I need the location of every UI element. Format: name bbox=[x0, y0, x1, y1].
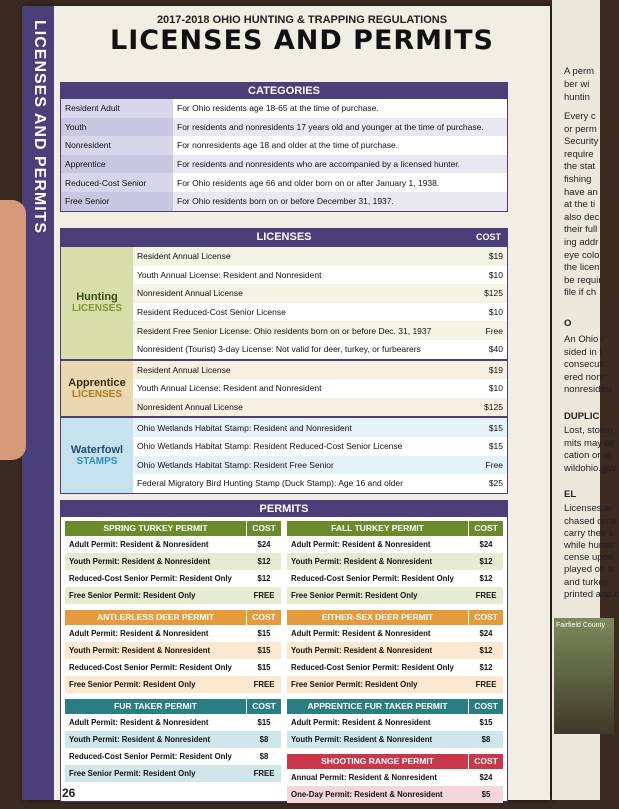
permit-header bbox=[65, 699, 281, 714]
license-name: Nonresident Annual License bbox=[133, 284, 465, 303]
permit-cost: $12 bbox=[479, 574, 493, 583]
license-row bbox=[133, 398, 507, 417]
permit-name: Youth Permit: Resident & Nonresident bbox=[69, 646, 211, 655]
permit-cost: FREE bbox=[475, 591, 497, 600]
permit-cost: $12 bbox=[257, 574, 271, 583]
permit-cost-header: COST bbox=[468, 754, 503, 769]
permit-name: Youth Permit: Resident & Nonresident bbox=[291, 646, 433, 655]
fur-taker-permit bbox=[65, 699, 281, 782]
facing-page-text: nonresiden bbox=[564, 384, 612, 396]
licenses-cost-header: COST bbox=[475, 232, 501, 242]
permit-cost: $12 bbox=[257, 557, 271, 566]
permit-name: Adult Permit: Resident & Nonresident bbox=[69, 718, 209, 727]
category-description: For Ohio residents age 66 and older born on or after January 1, 1938. bbox=[177, 177, 440, 188]
facing-page-text: chased on a bbox=[564, 515, 616, 527]
permit-row bbox=[287, 642, 503, 659]
permit-row bbox=[287, 676, 503, 693]
license-cost: $19 bbox=[465, 247, 507, 266]
permit-name: Reduced-Cost Senior Permit: Resident Only bbox=[69, 574, 232, 583]
license-row bbox=[133, 284, 507, 303]
license-row bbox=[133, 437, 507, 456]
facing-page-text: carry their li bbox=[564, 527, 614, 539]
fall-turkey-permit bbox=[287, 521, 503, 604]
permit-cost: $15 bbox=[257, 646, 271, 655]
permit-title: FALL TURKEY PERMIT bbox=[331, 523, 424, 533]
page-header bbox=[62, 14, 542, 56]
permit-cost: $24 bbox=[479, 540, 493, 549]
permit-cost: FREE bbox=[253, 591, 275, 600]
permit-name: Reduced-Cost Senior Permit: Resident Only bbox=[291, 663, 454, 672]
license-name: Resident Free Senior License: Ohio residents born on or before Dec. 31, 1937 bbox=[133, 321, 465, 340]
permit-name: Youth Permit: Resident & Nonresident bbox=[291, 557, 433, 566]
facing-page-text: Lost, stolen bbox=[564, 425, 613, 436]
permit-cost-header: COST bbox=[468, 610, 503, 625]
categories-table bbox=[60, 82, 508, 212]
apprentice-fur-taker-permit bbox=[287, 699, 503, 748]
facing-page-text: wildohio.gov bbox=[564, 462, 617, 474]
permit-cost: $15 bbox=[257, 718, 271, 727]
permit-cost: $15 bbox=[479, 718, 493, 727]
license-cost: $10 bbox=[488, 307, 503, 318]
permit-cost: $15 bbox=[257, 629, 271, 638]
permit-title: APPRENTICE FUR TAKER PERMIT bbox=[307, 701, 448, 711]
facing-page-text: A perm bbox=[564, 66, 595, 77]
permit-cost-header: COST bbox=[468, 521, 503, 536]
licenses-heading-text: LICENSES bbox=[256, 231, 312, 243]
permit-cost: $15 bbox=[257, 663, 271, 672]
facing-page-text: their full bbox=[564, 224, 598, 236]
permit-cost-header: COST bbox=[246, 521, 281, 536]
permit-name: Adult Permit: Resident & Nonresident bbox=[291, 540, 431, 549]
permit-row bbox=[287, 553, 503, 570]
license-cost: $15 bbox=[488, 441, 503, 452]
facing-page-text: cense upon bbox=[564, 552, 614, 564]
waterfowl-sublabel: STAMPS bbox=[76, 456, 118, 468]
permit-name: One-Day Permit: Resident & Nonresident bbox=[291, 790, 443, 799]
license-cost: Free bbox=[465, 456, 507, 475]
permit-row bbox=[65, 553, 281, 570]
apprentice-licenses-group bbox=[61, 359, 507, 417]
license-cost: $15 bbox=[465, 418, 507, 437]
permit-title: ANTLERLESS DEER PERMIT bbox=[96, 612, 215, 622]
license-name: Youth Annual License: Resident and Nonresident bbox=[137, 269, 322, 280]
license-row bbox=[133, 247, 507, 266]
waterfowl-stamps-group bbox=[61, 416, 507, 492]
page-subtitle: 2017-2018 OHIO HUNTING & TRAPPING REGULATIONS bbox=[156, 14, 448, 26]
category-label: Free Senior bbox=[61, 192, 173, 211]
apprentice-sublabel: LICENSES bbox=[71, 388, 122, 400]
permit-title: SPRING TURKEY PERMIT bbox=[103, 523, 208, 533]
permit-row bbox=[287, 625, 503, 642]
apprentice-group-label bbox=[61, 361, 133, 417]
license-cost: $125 bbox=[465, 284, 507, 303]
license-cost: Free bbox=[465, 321, 507, 340]
facing-page-text: ing addr bbox=[564, 237, 599, 248]
permit-cost: FREE bbox=[475, 680, 497, 689]
hunting-label: Hunting bbox=[76, 291, 118, 304]
license-row bbox=[133, 340, 507, 359]
license-name: Ohio Wetlands Habitat Stamp: Resident and Nonresident bbox=[133, 418, 465, 437]
permit-cost-header: COST bbox=[468, 699, 503, 714]
facing-page-text: also dec bbox=[564, 211, 600, 223]
permit-cost: $8 bbox=[259, 735, 269, 744]
licenses-table bbox=[60, 228, 508, 494]
permit-row bbox=[65, 714, 281, 731]
facing-page-text: have an bbox=[564, 186, 598, 198]
sidebar-label: LICENSES AND PERMITS bbox=[31, 20, 48, 235]
section-sidebar bbox=[22, 6, 54, 800]
hunting-licenses-group bbox=[61, 245, 507, 359]
category-label: Resident Adult bbox=[61, 99, 173, 118]
category-label: Apprentice bbox=[61, 155, 173, 174]
permit-name: Adult Permit: Resident & Nonresident bbox=[291, 629, 431, 638]
permit-row bbox=[65, 748, 281, 765]
facing-page-text: cation or at bbox=[564, 450, 611, 462]
facing-page-text: Security bbox=[564, 136, 599, 148]
categories-rows bbox=[61, 99, 507, 211]
licenses-heading bbox=[61, 229, 507, 245]
hunting-sublabel: LICENSES bbox=[71, 303, 122, 315]
permit-name: Annual Permit: Resident & Nonresident bbox=[291, 773, 437, 782]
category-description: For residents and nonresidents who are accompanied by a licensed hunter. bbox=[173, 155, 507, 174]
permit-cost: $8 bbox=[481, 735, 491, 744]
permit-row bbox=[287, 536, 503, 553]
permit-header bbox=[65, 521, 281, 536]
facing-page-text: played on a bbox=[564, 564, 614, 576]
regulations-page bbox=[22, 6, 550, 800]
waterfowl-group-label bbox=[61, 418, 133, 492]
license-cost: $19 bbox=[465, 361, 507, 380]
permits-section bbox=[60, 500, 508, 802]
page-number: 26 bbox=[62, 786, 76, 800]
permit-cost: $24 bbox=[479, 773, 493, 782]
permit-row bbox=[65, 765, 281, 782]
category-row bbox=[61, 99, 507, 118]
license-row bbox=[133, 321, 507, 340]
permit-name: Adult Permit: Resident & Nonresident bbox=[291, 718, 431, 727]
permit-cost: $24 bbox=[257, 540, 271, 549]
category-row bbox=[61, 173, 507, 192]
license-name: Resident Annual License bbox=[133, 247, 465, 266]
license-row bbox=[133, 379, 507, 398]
permit-row bbox=[65, 731, 281, 748]
permit-row bbox=[287, 731, 503, 748]
permit-row bbox=[65, 536, 281, 553]
permit-cost: $24 bbox=[479, 629, 493, 638]
permit-row bbox=[65, 625, 281, 642]
permit-row bbox=[287, 769, 503, 786]
license-cost: $10 bbox=[488, 383, 503, 394]
permit-title: SHOOTING RANGE PERMIT bbox=[321, 756, 434, 766]
permit-cost: $8 bbox=[259, 752, 269, 761]
license-cost: $40 bbox=[488, 344, 503, 355]
facing-page-text: Licenses ar bbox=[564, 503, 613, 515]
permit-name: Youth Permit: Resident & Nonresident bbox=[291, 735, 433, 744]
thumb bbox=[0, 200, 26, 460]
category-row bbox=[61, 155, 507, 174]
photo-caption: Fairfield County bbox=[556, 622, 606, 629]
license-name: Federal Migratory Bird Hunting Stamp (Duck Stamp): Age 16 and older bbox=[137, 478, 403, 489]
permit-name: Reduced-Cost Senior Permit: Resident Only bbox=[291, 574, 454, 583]
license-row bbox=[133, 303, 507, 322]
permit-name: Youth Permit: Resident & Nonresident bbox=[69, 735, 211, 744]
permits-right-column bbox=[287, 521, 503, 809]
categories-heading: CATEGORIES bbox=[61, 83, 507, 99]
facing-page-text: Every c bbox=[564, 111, 596, 122]
permit-row bbox=[287, 786, 503, 803]
facing-page-text: An Ohio r bbox=[564, 334, 605, 345]
permit-name: Youth Permit: Resident & Nonresident bbox=[69, 557, 211, 566]
permit-row bbox=[65, 676, 281, 693]
permit-cost: $12 bbox=[479, 663, 493, 672]
license-name: Nonresident Annual License bbox=[133, 398, 465, 417]
license-name: Ohio Wetlands Habitat Stamp: Resident Reduced-Cost Senior License bbox=[137, 441, 403, 452]
license-name: Ohio Wetlands Habitat Stamp: Resident Free Senior bbox=[133, 456, 465, 475]
permit-row bbox=[65, 587, 281, 604]
facing-page-text: printed and c bbox=[564, 588, 619, 600]
category-description: For nonresidents age 18 and older at the time of purchase. bbox=[177, 140, 399, 151]
facing-page bbox=[552, 0, 619, 800]
permit-row bbox=[287, 659, 503, 676]
license-cost: $125 bbox=[465, 398, 507, 417]
permit-row bbox=[287, 570, 503, 587]
license-name: Resident Reduced-Cost Senior License bbox=[137, 307, 286, 318]
category-label: Youth bbox=[61, 118, 173, 137]
facing-page-text: huntin bbox=[564, 92, 590, 103]
license-row bbox=[133, 266, 507, 285]
permit-row bbox=[287, 714, 503, 731]
license-name: Youth Annual License: Resident and Nonresident bbox=[137, 383, 322, 394]
apprentice-rows bbox=[133, 361, 507, 417]
permit-cost: FREE bbox=[253, 680, 275, 689]
wild-turkey-photo bbox=[554, 618, 614, 734]
permit-row bbox=[287, 587, 503, 604]
facing-page-text: and turkey bbox=[564, 576, 609, 588]
hunting-group-label bbox=[61, 247, 133, 359]
facing-page-text: while huntin bbox=[564, 540, 615, 551]
license-row bbox=[133, 456, 507, 475]
license-row bbox=[133, 418, 507, 437]
permit-cost: $12 bbox=[479, 646, 493, 655]
category-row bbox=[61, 136, 507, 155]
facing-page-text: the stat bbox=[564, 161, 596, 173]
facing-page-text: fishing bbox=[564, 174, 592, 185]
permit-cost: $12 bbox=[479, 557, 493, 566]
facing-page-text: mits may be bbox=[564, 437, 616, 449]
permit-name: Reduced-Cost Senior Permit: Resident Only bbox=[69, 752, 232, 761]
permit-title: FUR TAKER PERMIT bbox=[114, 701, 197, 711]
permit-name: Free Senior Permit: Resident Only bbox=[69, 680, 196, 689]
facing-page-text: O bbox=[564, 318, 572, 329]
waterfowl-rows bbox=[133, 418, 507, 492]
facing-page-text: at the ti bbox=[564, 199, 596, 211]
shooting-range-permit bbox=[287, 754, 503, 803]
category-row bbox=[61, 192, 507, 211]
facing-page-text: consecuti bbox=[564, 359, 605, 371]
permit-name: Free Senior Permit: Resident Only bbox=[291, 680, 418, 689]
permit-cost: $5 bbox=[481, 790, 491, 799]
category-label: Reduced-Cost Senior bbox=[61, 173, 173, 192]
either-sex-deer-permit bbox=[287, 610, 503, 693]
license-cost: $25 bbox=[488, 478, 503, 489]
facing-page-text: ered nonr bbox=[564, 371, 605, 383]
facing-page-text: be requir bbox=[564, 274, 602, 286]
permit-row bbox=[65, 642, 281, 659]
facing-page-text: ber wi bbox=[564, 79, 590, 90]
permit-row bbox=[65, 659, 281, 676]
hunting-rows bbox=[133, 247, 507, 359]
license-name: Resident Annual License bbox=[133, 361, 465, 380]
permit-cost-header: COST bbox=[246, 699, 281, 714]
facing-page-text: file if ch bbox=[564, 287, 597, 299]
facing-page-text: the licen bbox=[564, 262, 600, 274]
permit-header bbox=[287, 610, 503, 625]
category-description: For Ohio residents born on or before December 31, 1937. bbox=[173, 192, 507, 211]
permit-name: Adult Permit: Resident & Nonresident bbox=[69, 540, 209, 549]
waterfowl-label: Waterfowl bbox=[70, 444, 124, 457]
permit-cost-header: COST bbox=[246, 610, 281, 625]
category-description: For Ohio residents age 18-65 at the time of purchase. bbox=[177, 103, 379, 114]
permit-name: Adult Permit: Resident & Nonresident bbox=[69, 629, 209, 638]
antlerless-deer-permit bbox=[65, 610, 281, 693]
page-title: LICENSES AND PERMITS bbox=[110, 25, 494, 56]
category-label: Nonresident bbox=[61, 136, 173, 155]
facing-page-text: DUPLIC bbox=[564, 411, 600, 422]
spring-turkey-permit bbox=[65, 521, 281, 604]
facing-page-text: require bbox=[564, 148, 594, 160]
permit-name: Free Senior Permit: Resident Only bbox=[69, 591, 196, 600]
permits-left-column bbox=[65, 521, 281, 788]
facing-page-text: EL bbox=[564, 489, 577, 501]
permit-cost: FREE bbox=[253, 769, 275, 778]
license-row bbox=[133, 474, 507, 493]
facing-page-text: eye colo bbox=[564, 249, 600, 261]
permit-name: Reduced-Cost Senior Permit: Resident Only bbox=[69, 663, 232, 672]
license-name: Nonresident (Tourist) 3-day License: Not valid for deer, turkey, or furbearers bbox=[137, 344, 421, 355]
permit-title: EITHER-SEX DEER PERMIT bbox=[321, 612, 434, 622]
permit-header bbox=[287, 699, 503, 714]
category-row bbox=[61, 118, 507, 137]
permit-name: Free Senior Permit: Resident Only bbox=[69, 769, 196, 778]
permits-heading: PERMITS bbox=[61, 501, 507, 517]
permit-row bbox=[65, 570, 281, 587]
license-cost: $10 bbox=[488, 269, 503, 280]
facing-page-text: or perm bbox=[564, 123, 597, 135]
apprentice-label: Apprentice bbox=[68, 376, 126, 389]
category-description: For residents and nonresidents 17 years old and younger at the time of purchase. bbox=[173, 118, 507, 137]
permit-name: Free Senior Permit: Resident Only bbox=[291, 591, 418, 600]
permit-header bbox=[65, 610, 281, 625]
facing-page-text: sided in t bbox=[564, 346, 603, 358]
permit-header bbox=[287, 521, 503, 536]
permit-header bbox=[287, 754, 503, 769]
license-row bbox=[133, 361, 507, 380]
